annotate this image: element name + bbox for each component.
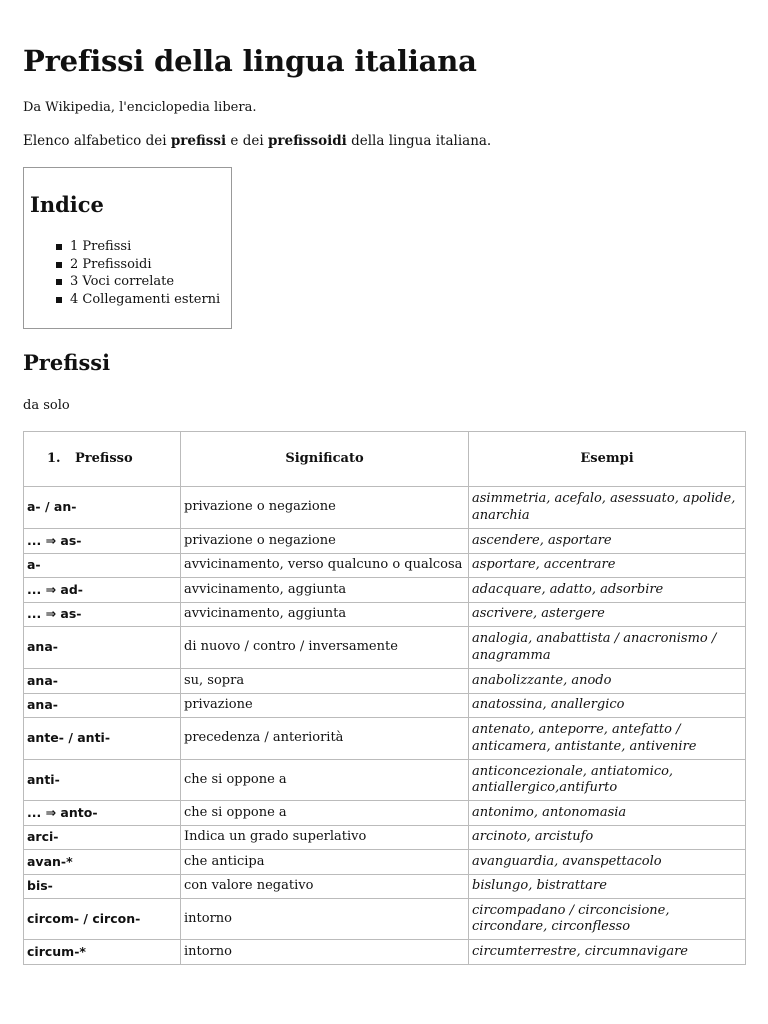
- prefix-cell: ... ⇒ ad-: [24, 578, 181, 603]
- intro-bold-prefissoidi: prefissoidi: [267, 133, 347, 149]
- meaning-cell: avvicinamento, aggiunta: [181, 603, 469, 627]
- table-row: [24, 554, 746, 578]
- meaning-cell: privazione o negazione: [181, 487, 469, 529]
- table-row: [24, 760, 746, 801]
- table-row: [24, 899, 746, 940]
- table-row: [24, 694, 746, 718]
- meaning-cell: di nuovo / contro / inversamente: [181, 627, 469, 669]
- prefix-cell: ana-: [24, 694, 181, 718]
- site-subtitle: Da Wikipedia, l'enciclopedia libera.: [23, 100, 257, 115]
- toc-item: [30, 256, 220, 274]
- examples-cell: anticoncezionale, antiatomico, antiallergico,antifurto: [469, 760, 746, 801]
- meaning-cell: con valore negativo: [181, 875, 469, 899]
- meaning-cell: precedenza / anteriorità: [181, 718, 469, 760]
- meaning-cell: su, sopra: [181, 669, 469, 694]
- header-esempi[interactable]: Esempi: [469, 432, 746, 487]
- table-row: [24, 718, 746, 760]
- prefix-cell: anti-: [24, 760, 181, 801]
- header-prefisso[interactable]: [24, 432, 181, 487]
- toc-link-prefissi[interactable]: 1 Prefissi: [70, 239, 132, 254]
- page-title: Prefissi della lingua italiana: [23, 44, 477, 78]
- meaning-cell: Indica un grado superlativo: [181, 826, 469, 850]
- examples-cell: analogia, anabattista / anacronismo / anagramma: [469, 627, 746, 669]
- table-row: [24, 801, 746, 826]
- section-heading-prefissi: Prefissi: [23, 350, 111, 375]
- examples-cell: adacquare, adatto, adsorbire: [469, 578, 746, 603]
- examples-cell: circumterrestre, circumnavigare: [469, 940, 746, 965]
- table-body: [24, 487, 746, 965]
- toc-item: [30, 273, 220, 291]
- examples-cell: asportare, accentrare: [469, 554, 746, 578]
- prefix-cell: bis-: [24, 875, 181, 899]
- meaning-cell: che si oppone a: [181, 801, 469, 826]
- table-row: [24, 940, 746, 965]
- toc-item: [30, 291, 220, 309]
- meaning-cell: che anticipa: [181, 850, 469, 875]
- prefix-cell: ana-: [24, 627, 181, 669]
- table-row: [24, 850, 746, 875]
- table-row: [24, 826, 746, 850]
- meaning-cell: avvicinamento, verso qualcuno o qualcosa: [181, 554, 469, 578]
- toc-link-collegamenti-esterni[interactable]: 4 Collegamenti esterni: [70, 291, 221, 307]
- header-number: 1.: [47, 450, 61, 466]
- prefix-cell: ... ⇒ as-: [24, 529, 181, 554]
- examples-cell: arcinoto, arcistufo: [469, 826, 746, 850]
- table-row: [24, 578, 746, 603]
- header-significato[interactable]: Significato: [181, 432, 469, 487]
- intro-text-1: Elenco alfabetico dei: [23, 133, 171, 149]
- toc-link-voci-correlate[interactable]: 3 Voci correlate: [70, 274, 175, 289]
- examples-cell: circompadano / circoncisione, circondare, circonflesso: [469, 899, 746, 940]
- prefix-cell: ... ⇒ as-: [24, 603, 181, 627]
- meaning-cell: intorno: [181, 899, 469, 940]
- table-row: [24, 627, 746, 669]
- section-note: da solo: [23, 398, 70, 413]
- table-row: [24, 669, 746, 694]
- prefix-cell: circum-*: [24, 940, 181, 965]
- meaning-cell: privazione o negazione: [181, 529, 469, 554]
- prefix-cell: avan-*: [24, 850, 181, 875]
- meaning-cell: avvicinamento, aggiunta: [181, 578, 469, 603]
- toc-list: [30, 238, 220, 308]
- intro-text-3: della lingua italiana.: [346, 133, 492, 149]
- examples-cell: anatossina, anallergico: [469, 694, 746, 718]
- prefix-cell: a-: [24, 554, 181, 578]
- toc-heading: Indice: [30, 192, 104, 217]
- header-prefisso-label: Prefisso: [75, 450, 133, 466]
- table-row: [24, 875, 746, 899]
- examples-cell: anabolizzante, anodo: [469, 669, 746, 694]
- prefix-cell: a- / an-: [24, 487, 181, 529]
- intro-text-2: e dei: [226, 133, 268, 149]
- prefix-cell: ante- / anti-: [24, 718, 181, 760]
- examples-cell: antenato, anteporre, antefatto / anticamera, antistante, antivenire: [469, 718, 746, 760]
- examples-cell: ascendere, asportare: [469, 529, 746, 554]
- prefix-cell: ... ⇒ anto-: [24, 801, 181, 826]
- examples-cell: asimmetria, acefalo, asessuato, apolide, anarchia: [469, 487, 746, 529]
- examples-cell: antonimo, antonomasia: [469, 801, 746, 826]
- meaning-cell: privazione: [181, 694, 469, 718]
- meaning-cell: che si oppone a: [181, 760, 469, 801]
- table-row: [24, 487, 746, 529]
- table-header-row: [24, 432, 746, 487]
- examples-cell: avanguardia, avanspettacolo: [469, 850, 746, 875]
- intro-paragraph: [23, 133, 491, 149]
- prefixes-table: [23, 431, 746, 965]
- table-row: [24, 529, 746, 554]
- examples-cell: ascrivere, astergere: [469, 603, 746, 627]
- toc-link-prefissoidi[interactable]: 2 Prefissoidi: [70, 256, 152, 272]
- prefix-cell: circom- / circon-: [24, 899, 181, 940]
- meaning-cell: intorno: [181, 940, 469, 965]
- prefix-cell: arci-: [24, 826, 181, 850]
- intro-bold-prefissi: prefissi: [170, 133, 227, 149]
- prefix-cell: ana-: [24, 669, 181, 694]
- toc-item: [30, 238, 220, 256]
- examples-cell: bislungo, bistrattare: [469, 875, 746, 899]
- table-row: [24, 603, 746, 627]
- table-of-contents: [23, 167, 232, 329]
